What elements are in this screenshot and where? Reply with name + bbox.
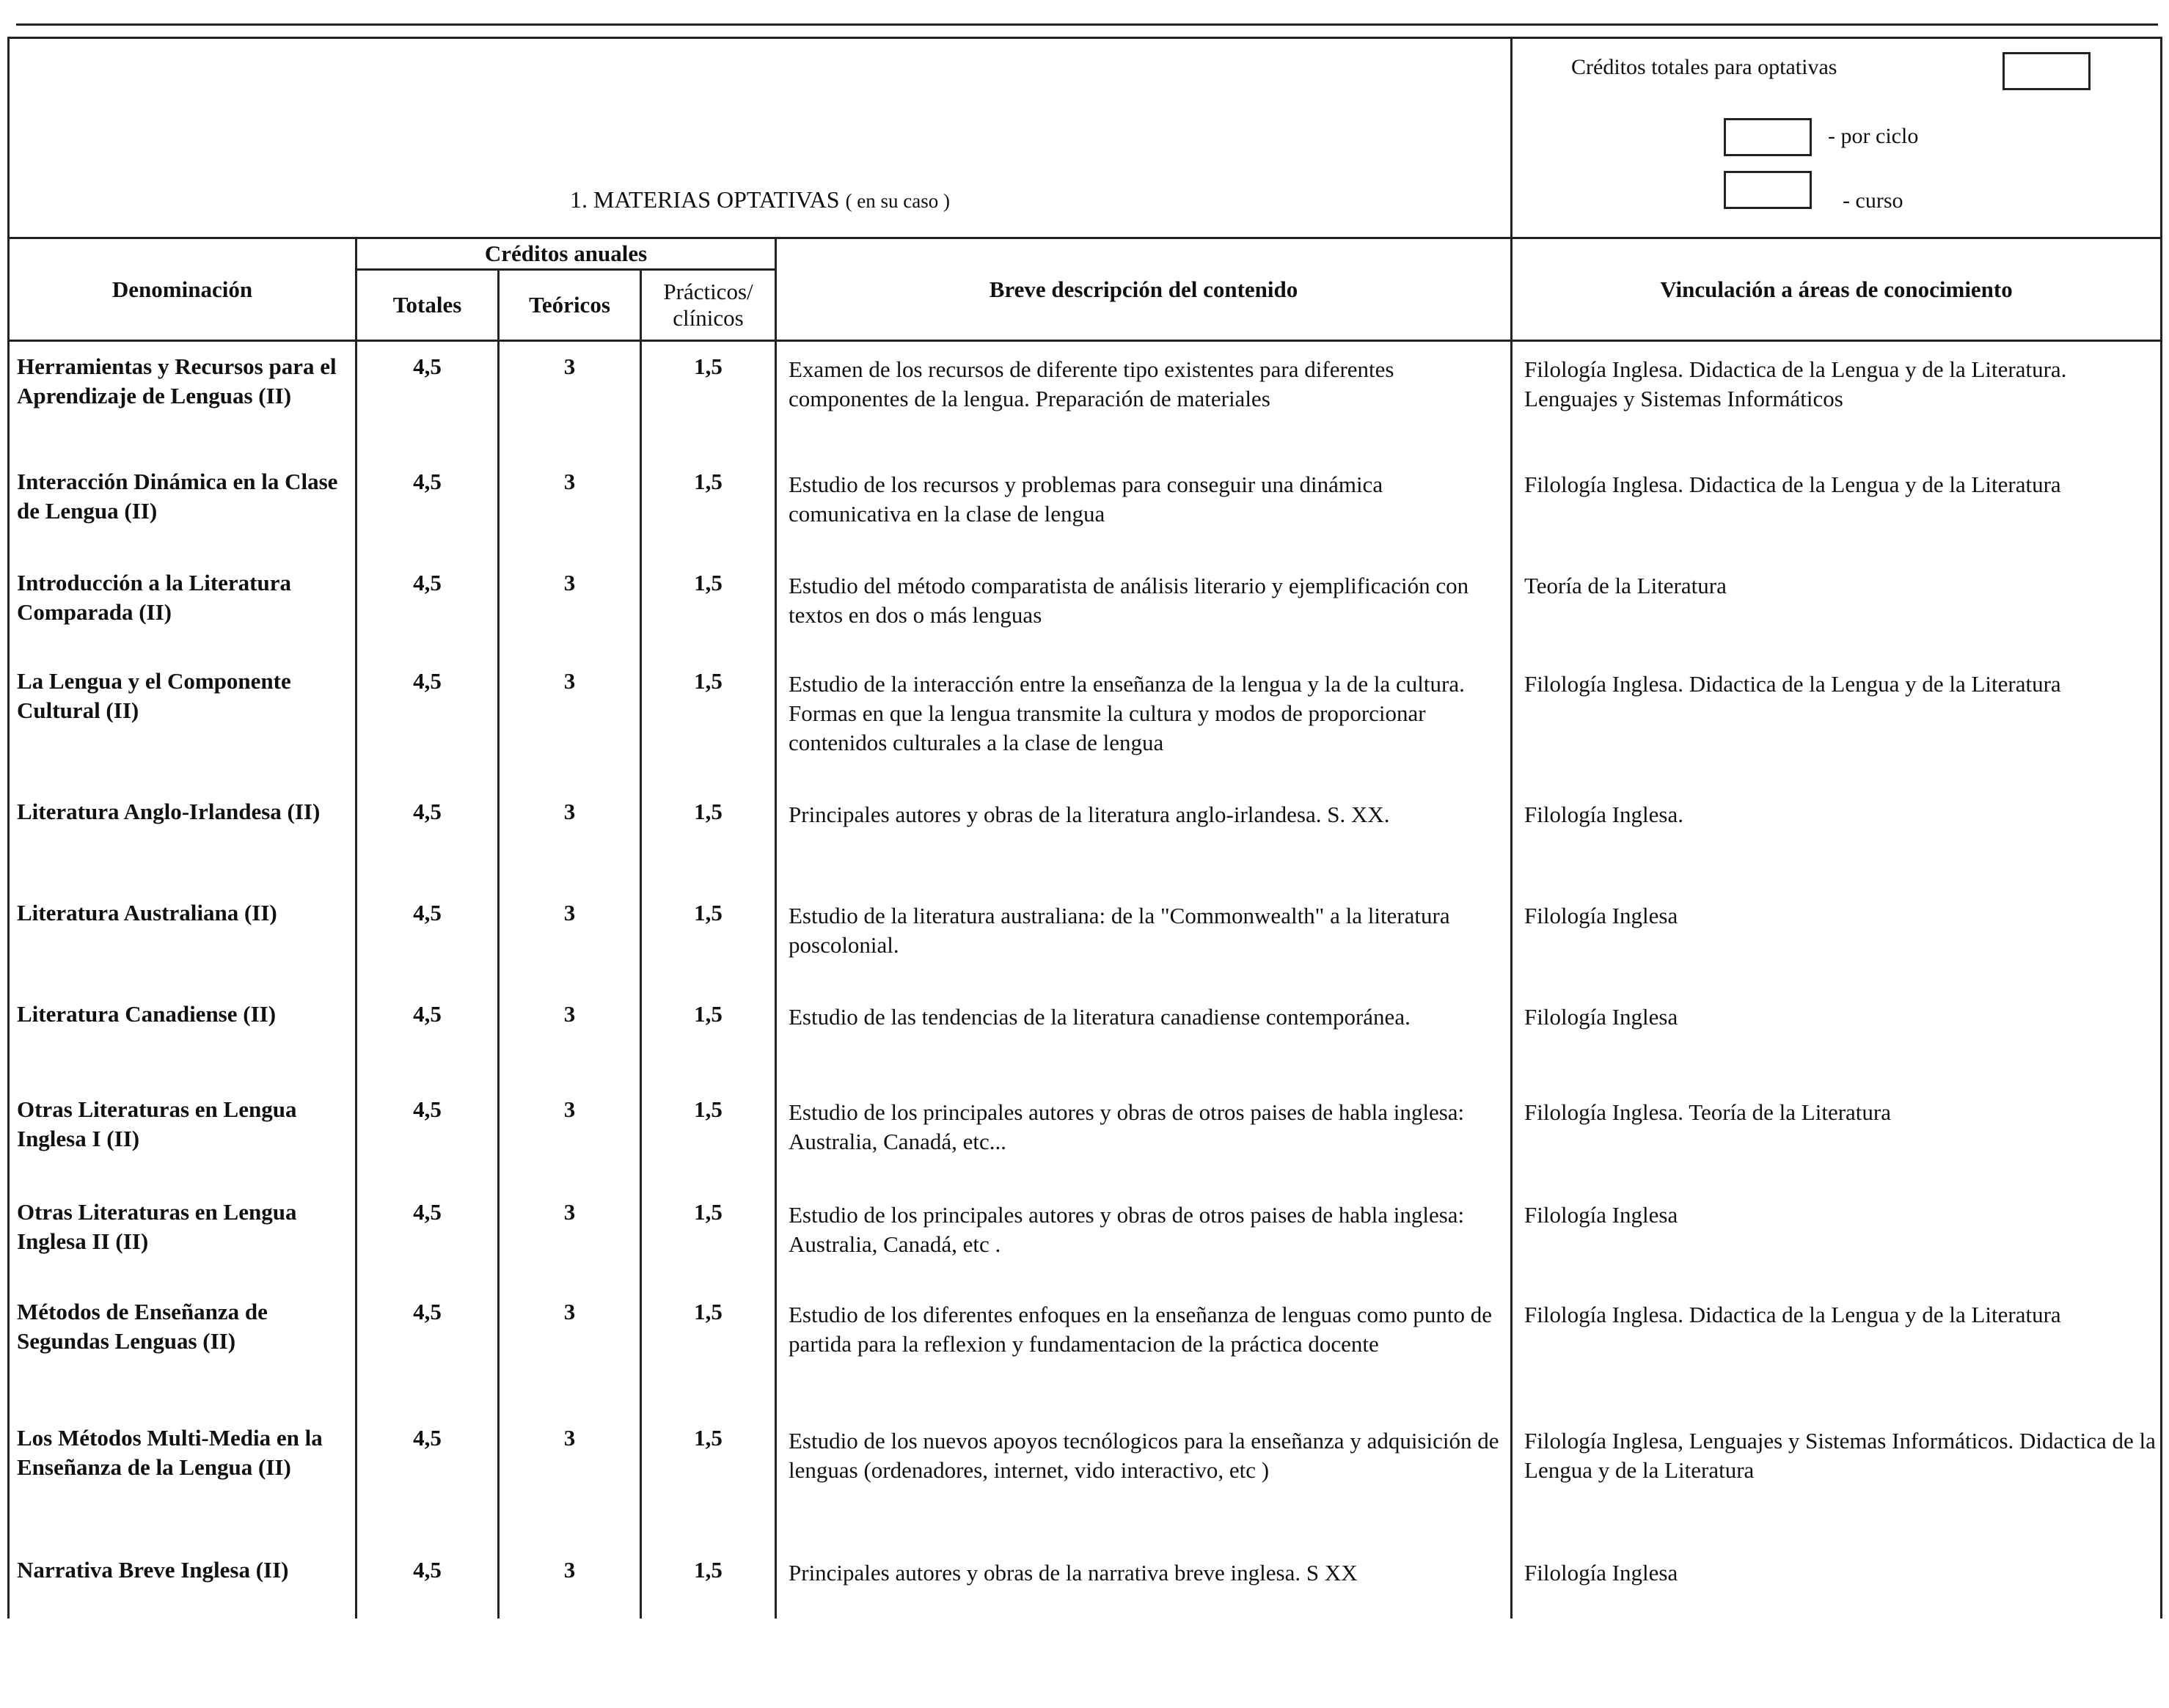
- credits-practice: 1,5: [641, 888, 776, 989]
- credits-practice: 1,5: [641, 1413, 776, 1545]
- section-title: [10, 186, 1510, 213]
- subject-name: Literatura Anglo-Irlandesa (II): [9, 787, 356, 888]
- credits-practice: 1,5: [641, 1545, 776, 1619]
- section-header: [9, 38, 1512, 238]
- section-title-text: 1. MATERIAS OPTATIVAS: [570, 186, 840, 213]
- credits-total: 4,5: [356, 457, 499, 558]
- credits-theory: 3: [499, 1187, 641, 1287]
- credits-theory: 3: [499, 1287, 641, 1413]
- table-row: [9, 656, 2162, 787]
- credits-cycle-label: - por ciclo: [1828, 124, 1919, 148]
- content-description: Estudio de los nuevos apoyos tecnólogicos para la enseñanza y adquisición de lenguas (ordenadores, internet, vido interactivo, etc ): [776, 1413, 1512, 1545]
- subject-name: Introducción a la Literatura Comparada (II): [9, 558, 356, 656]
- optional-subjects-table-wrap: [7, 37, 2162, 1619]
- credits-practice: 1,5: [641, 656, 776, 787]
- credits-practice: 1,5: [641, 989, 776, 1085]
- knowledge-areas: Filología Inglesa: [1512, 989, 2162, 1085]
- col-header-theory: Teóricos: [499, 270, 641, 341]
- subject-name: Literatura Australiana (II): [9, 888, 356, 989]
- table-row: [9, 787, 2162, 888]
- credits-theory: 3: [499, 1085, 641, 1187]
- subject-name: La Lengua y el Componente Cultural (II): [9, 656, 356, 787]
- credits-practice: 1,5: [641, 341, 776, 457]
- credits-total: 4,5: [356, 888, 499, 989]
- table-row: [9, 457, 2162, 558]
- credits-theory: 3: [499, 656, 641, 787]
- table-row: [9, 558, 2162, 656]
- table-row: [9, 1413, 2162, 1545]
- credits-practice: 1,5: [641, 1287, 776, 1413]
- credits-total: 4,5: [356, 989, 499, 1085]
- subject-name: Herramientas y Recursos para el Aprendizaje de Lenguas (II): [9, 341, 356, 457]
- content-description: Estudio de los principales autores y obras de otros paises de habla inglesa: Australia, Canadá, etc...: [776, 1085, 1512, 1187]
- table-row: [9, 1545, 2162, 1619]
- content-description: Examen de los recursos de diferente tipo existentes para diferentes componentes de la lengua. Preparación de materiales: [776, 341, 1512, 457]
- table-row: [9, 1187, 2162, 1287]
- credits-course-label: - curso: [1843, 188, 1903, 213]
- knowledge-areas: Filología Inglesa, Lenguajes y Sistemas Informáticos. Didactica de la Lengua y de la Literatura: [1512, 1413, 2162, 1545]
- knowledge-areas: Filología Inglesa: [1512, 1187, 2162, 1287]
- credits-theory: 3: [499, 341, 641, 457]
- content-description: Estudio de los principales autores y obras de otros paises de habla inglesa: Australia, Canadá, etc .: [776, 1187, 1512, 1287]
- credits-total: 4,5: [356, 558, 499, 656]
- credits-practice: 1,5: [641, 1187, 776, 1287]
- section-title-note: ( en su caso ): [845, 190, 951, 212]
- knowledge-areas: Filología Inglesa. Didactica de la Lengua y de la Literatura. Lenguajes y Sistemas Informáticos: [1512, 341, 2162, 457]
- knowledge-areas: Filología Inglesa.: [1512, 787, 2162, 888]
- table-row: [9, 341, 2162, 457]
- subject-name: Otras Literaturas en Lengua Inglesa I (II): [9, 1085, 356, 1187]
- subject-name: Otras Literaturas en Lengua Inglesa II (II): [9, 1187, 356, 1287]
- col-header-description: Breve descripción del contenido: [776, 238, 1512, 341]
- credits-theory: 3: [499, 457, 641, 558]
- credits-total-label: Créditos totales para optativas: [1571, 55, 1837, 79]
- knowledge-areas: Filología Inglesa. Didactica de la Lengua y de la Literatura: [1512, 1287, 2162, 1413]
- credits-theory: 3: [499, 989, 641, 1085]
- credits-theory: 3: [499, 558, 641, 656]
- knowledge-areas: Filología Inglesa. Didactica de la Lengua y de la Literatura: [1512, 656, 2162, 787]
- credits-theory: 3: [499, 888, 641, 989]
- content-description: Estudio de la literatura australiana: de la "Commonwealth" a la literatura poscolonial.: [776, 888, 1512, 989]
- subject-name: Métodos de Enseñanza de Segundas Lenguas (II): [9, 1287, 356, 1413]
- credits-total: 4,5: [356, 656, 499, 787]
- credits-practice: 1,5: [641, 457, 776, 558]
- knowledge-areas: Filología Inglesa: [1512, 1545, 2162, 1619]
- subject-name: Narrativa Breve Inglesa (II): [9, 1545, 356, 1619]
- credits-total: 4,5: [356, 341, 499, 457]
- credits-practice: 1,5: [641, 787, 776, 888]
- content-description: Estudio de la interacción entre la enseñanza de la lengua y la de la cultura. Formas en que la lengua transmite la cultura y modos de proporcionar contenidos culturales a la clase de lengua: [776, 656, 1512, 787]
- credits-total: 4,5: [356, 1187, 499, 1287]
- credits-total: 4,5: [356, 1413, 499, 1545]
- credits-total: 4,5: [356, 1085, 499, 1187]
- content-description: Estudio de las tendencias de la literatura canadiense contemporánea.: [776, 989, 1512, 1085]
- table-row: [9, 989, 2162, 1085]
- subject-name: Interacción Dinámica en la Clase de Lengua (II): [9, 457, 356, 558]
- subject-name: Literatura Canadiense (II): [9, 989, 356, 1085]
- knowledge-areas: Teoría de la Literatura: [1512, 558, 2162, 656]
- col-header-practice: Prácticos/ clínicos: [641, 270, 776, 341]
- table-row: [9, 1085, 2162, 1187]
- credits-course-box[interactable]: [1724, 171, 1812, 209]
- credits-theory: 3: [499, 1545, 641, 1619]
- credits-total: 4,5: [356, 787, 499, 888]
- optional-subjects-table: [7, 37, 2162, 1619]
- credits-theory: 3: [499, 1413, 641, 1545]
- credits-cycle-box[interactable]: [1724, 118, 1812, 156]
- col-header-areas: Vinculación a áreas de conocimiento: [1512, 238, 2162, 341]
- content-description: Principales autores y obras de la literatura anglo-irlandesa. S. XX.: [776, 787, 1512, 888]
- subject-name: Los Métodos Multi-Media en la Enseñanza de la Lengua (II): [9, 1413, 356, 1545]
- col-header-credits-group: Créditos anuales: [356, 238, 776, 270]
- credits-total: 4,5: [356, 1287, 499, 1413]
- col-header-name: Denominación: [9, 238, 356, 341]
- credits-practice: 1,5: [641, 1085, 776, 1187]
- content-description: Principales autores y obras de la narrativa breve inglesa. S XX: [776, 1545, 1512, 1619]
- content-description: Estudio de los diferentes enfoques en la enseñanza de lenguas como punto de partida para la reflexion y fundamentacion de la práctica docente: [776, 1287, 1512, 1413]
- knowledge-areas: Filología Inglesa: [1512, 888, 2162, 989]
- col-header-total: Totales: [356, 270, 499, 341]
- knowledge-areas: Filología Inglesa. Teoría de la Literatura: [1512, 1085, 2162, 1187]
- credits-summary: [1512, 38, 2162, 238]
- table-row: [9, 1287, 2162, 1413]
- top-rule: [16, 23, 2158, 26]
- content-description: Estudio del método comparatista de análisis literario y ejemplificación con textos en dos o más lenguas: [776, 558, 1512, 656]
- table-body: [9, 341, 2162, 1619]
- credits-total: 4,5: [356, 1545, 499, 1619]
- knowledge-areas: Filología Inglesa. Didactica de la Lengua y de la Literatura: [1512, 457, 2162, 558]
- table-row: [9, 888, 2162, 989]
- credits-total-box[interactable]: [2002, 52, 2091, 90]
- credits-theory: 3: [499, 787, 641, 888]
- content-description: Estudio de los recursos y problemas para conseguir una dinámica comunicativa en la clase de lengua: [776, 457, 1512, 558]
- credits-practice: 1,5: [641, 558, 776, 656]
